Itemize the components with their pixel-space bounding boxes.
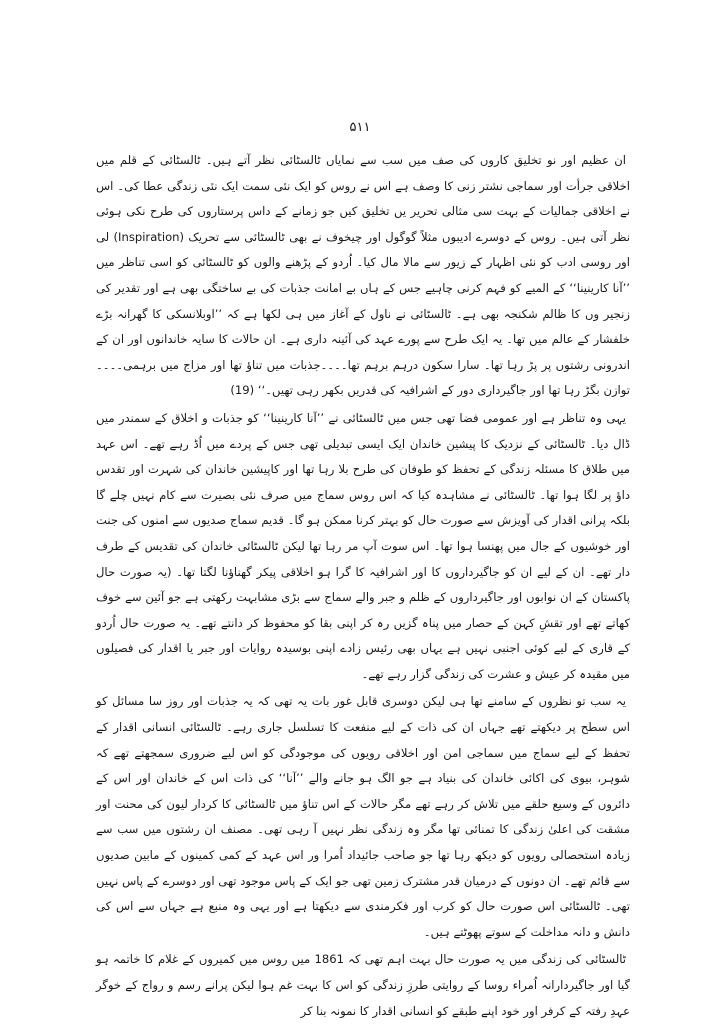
- page-number: ۵۱۱: [349, 120, 371, 135]
- paragraph-2: یہی وہ تناظر ہے اور عمومی فضا تھی جس میں ٹالسٹائی نے ’’آنا کارینینا‘‘ کو جذبات و اخلاق کے سمندر میں ڈال دیا۔ ٹالسٹائی کے نزدیک کا پیشین خاندان ایک ایسی تبدیلی تھی جس کے پردے میں اُڈ رہے تھے۔ اس عہد میں طلاق کا مسئلہ زندگی کے تحفظ کو طوفان کی طرح بلا رہا تھا اور کاپیشین خاندان کی شہرت اور تقدس داؤ پر لگا ہوا تھا۔ ٹالسٹائی نے مشاہدہ کیا کہ اس روس سماج میں صرف نئی بصیرت سے کام نہیں چلے گا بلکہ پرانی اقدار کی آویزش سے صورت حال کو بہتر کرنا ممکن ہو گا۔ قدیم سماج صدیوں سے امنوں کی جنت اور خوشیوں کے جال میں پھنسا ہوا تھا۔ اس سوت آپ مر رہا تھا لیکن ٹالسٹائی خاندان کی تقدیس کے طرف دار تھے۔ ان کے لیے ان کو جاگیرداروں کا اور اشرافیہ کا گرا ہو اخلاقی پیکر گھناؤنا لگتا تھا۔ (یہ صورت حال پاکستان کے ان نوابوں اور جاگیرداروں کے ظلم و جبر والے سماج سے بڑی مشابہت رکھتی ہے جو آئین سے خوف کھاتے تھے اور تقشِ کہن کے حصار میں پناہ گزیں رہ کر اپنی بقا کو محفوظ کر دانتے تھے۔ یہ صورت حال اُردو کے قاری کے لیے کوئی اجنبی نہیں ہے یہاں بھی رئیس زادے اپنی بوسیدہ روایات اور جبر یا اقدار کی فصیلوں میں مقیدہ کر عیش و عشرت کی زندگی گزار رہے تھے۔: [96, 410, 630, 681]
- paragraph-4: ٹالسٹائی کی زندگی میں یہ صورت حال بہت اہم تھی کہ 1861 میں روس میں کمیروں کے غلام کا خاتمہ ہو گیا اور جاگیردارانہ اُمراء روسا کے روایتی طرزِ زندگی کو اس کا بہت غم ہوا لیکن پرانے رسم و رواج کے خوگر عہدِ رفتہ کے کرفر اور خود اپنے طبقے کو انسانی اقدار کا نمونہ بنا کر: [96, 952, 630, 1018]
- paragraph-1: ان عظیم اور نو تخلیق کاروں کی صف میں سب سے نمایاں ٹالسٹائی نظر آتے ہیں۔ ٹالسٹائی کے قلم میں اخلاقی جرأت اور سماجی نشتر زنی کا وصف ہے اس نے روس کو ایک نئی سمت ایک نئی زندگی عطا کی۔ اس نے اخلاقی جمالیات کے بہت سی مثالی تحریر یں تخلیق کیں جو زمانے کے داس پرستاروں کی طرح نکی ہوئی نظر آتی ہیں۔ روس کے دوسرے ادیبوں مثلاً گوگول اور چیخوف نے بھی ٹالسٹائی سے تحریک (Inspiration) لی اور روسی ادب کو نئی اظہار کے زیور سے مالا مال کیا۔ اُردو کے پڑھنے والوں کو ٹالسٹائی کو اسی تناظر میں ’’آنا کارینینا‘‘ کے المیے کو فہم کرنی چاہیے جس کے ہاں بے امانت جذبات کی بے ساختگی بھی ہے اور تقدیر کی زنجیر وں کا ظالم شکنجہ بھی ہے۔ ٹالسٹائی نے ناول کے آغاز میں ہی لکھا ہے کہ ’’اوبلانسکی کا گھرانہ بڑے خلفشار کے عالم میں تھا۔ یہ ایک طرح سے پورے عہد کی آئینہ داری ہے۔ ان حالات کا سایہ خاندانوں اور ان کے اندرونی رشتوں پر پڑ رہا تھا۔ سارا سکون درہم برہم تھا۔۔۔۔جذبات میں تناؤ تھا اور مزاج میں برہمی۔۔۔۔توازن بگڑ رہا تھا اور جاگیرداری دور کے اشرافیہ کی قدریں بکھر رہی تھیں۔‘‘ (19): [96, 153, 630, 398]
- paragraph-3: یہ سب تو نظروں کے سامنے تھا ہی لیکن دوسری قابل غور بات یہ تھی کہ یہ جذبات اور روز سا مسائل کو اس سطح پر دیکھتے تھے جہاں ان کی ذات کے لیے منفعت کا تسلسل جاری رہے۔ ٹالسٹائی انسانی اقدار کے تحفظ کے لیے سماج میں سماجی امن اور اخلاقی رویوں کی موجودگی کو اس لیے ضروری سمجھتے تھے کہ شوہر، بیوی کی اکائی خاندان کی بنیاد ہے جو الگ ہو جانے والے ’’آنا‘‘ کی ذات اس کے خاندان اور اس کے دائروں کے وسیع حلقے میں تلاش کر رہے تھے مگر حالات کے اس تناؤ میں ٹالسٹائی کا کردار لیون کی محنت اور مشقت کی اعلیٰ زندگی کا تمنائی تھا مگر وہ زندگی نظر نہیں آ رہی تھی۔ مصنف ان رشتوں میں سب سے زیادہ استحصالی رویوں کو دیکھ رہا تھا جو صاحب جائیداد اُمرا ور اس عہد کے کمی کمینوں کے مابین صدیوں سے قائم تھے۔ ان دونوں کے درمیان قدر مشترک زمین تھی جو ایک کے پاس موجود تھی اور دوسرے کے پاس نہیں تھی۔ ٹالسٹائی اس صورت حال کو کرب اور فکرمندی سے دیکھتا ہے اور یہی وہ منبع ہے جہاں سے اس کی دانش و دانہ مداخلت کے سوتے پھوٹتے ہیں۔: [96, 694, 630, 939]
- body-text: [96, 148, 630, 1026]
